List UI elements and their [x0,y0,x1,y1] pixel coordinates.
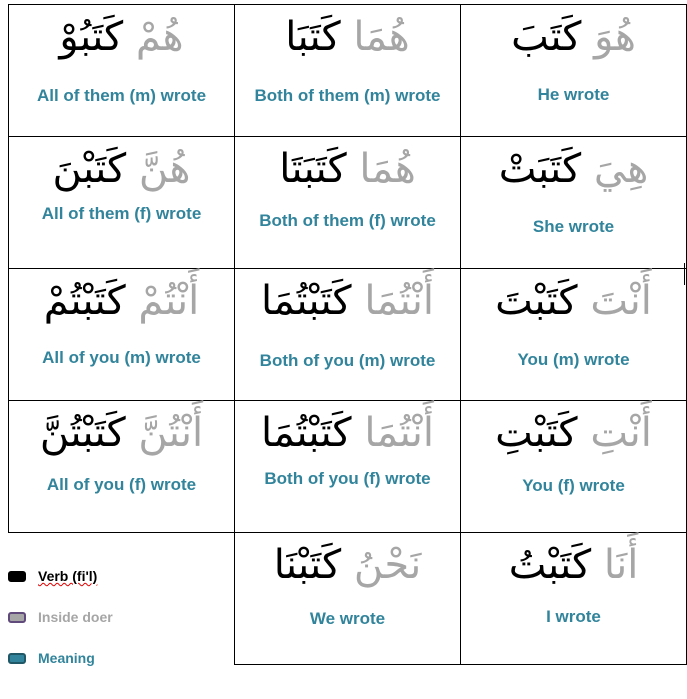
pronoun: أَنَا [603,542,639,588]
meaning-text: All of you (f) wrote [46,475,197,494]
pronoun: أَنْتِ [590,410,652,456]
pronoun: نَحْنُ [353,542,422,588]
verb: كَتَبْنَا [273,542,342,588]
pronoun: أَنْتُمَا [364,278,434,324]
verb-color-swatch [8,571,26,582]
pronoun: هِيَ [593,146,649,192]
pronoun: أَنْتُنَّ [138,410,204,456]
arabic-phrase [9,275,234,327]
doer-color-swatch [8,612,26,623]
verb: كَتَبْتُمْ [43,278,126,324]
meaning-text: We wrote [309,609,386,628]
meaning-text: She wrote [532,217,615,236]
verb: كَتَبَتْ [498,146,582,192]
verb: كَتَبْتُنَّ [39,410,126,456]
arabic-phrase [461,275,686,327]
cell-i [461,533,687,665]
cell-all-of-them-f [9,137,235,269]
verb: كَتَبَا [285,14,341,60]
meaning-text: You (f) wrote [522,476,625,495]
cell-all-of-them-m [9,5,235,137]
arabic-phrase [235,11,460,63]
legend-item-doer [8,607,228,627]
pronoun: هُمَا [353,14,410,60]
legend-item-meaning [8,648,228,668]
pronoun: هُمْ [135,14,184,60]
meaning-text: You (m) wrote [517,350,630,369]
cell-you-m [461,269,687,401]
verb: كَتَبَ [511,14,582,60]
arabic-phrase [461,11,686,63]
arabic-phrase [9,407,234,459]
meaning-text: All of them (m) wrote [36,86,207,105]
meaning-text: Both of you (m) wrote [259,351,436,370]
cell-all-of-you-f [9,401,235,533]
meaning-text: All of them (f) wrote [41,204,202,223]
meaning-text: He wrote [537,85,610,104]
cell-both-of-them-f [235,137,461,269]
meaning-text: Both of you (f) wrote [264,469,431,488]
verb: كَتَبْتَ [495,278,578,324]
legend-label: Inside doer [38,609,113,625]
arabic-phrase [235,539,460,591]
verb: كَتَبْتُمَا [261,278,352,324]
pronoun: هُنَّ [138,146,191,192]
verb: كَتَبُوْ [59,14,124,60]
arabic-phrase [461,143,686,195]
meaning-text: Both of them (m) wrote [254,86,441,105]
cell-all-of-you-m [9,269,235,401]
verb: كَتَبْتُ [508,542,592,588]
pronoun: هُوَ [594,14,636,60]
legend [8,566,228,689]
table-row [9,137,687,269]
arabic-phrase [235,143,460,195]
verb: كَتَبْتُمَا [261,410,352,456]
arabic-phrase [235,407,460,459]
meaning-text: I wrote [546,607,601,626]
pronoun: أَنْتَ [590,278,652,324]
arabic-phrase [9,11,234,63]
legend-label: Verb (fi'l) [38,568,98,584]
cell-both-of-you-m [235,269,461,401]
cell-we [235,533,461,665]
verb: كَتَبْنَ [52,146,127,192]
meaning-text: Both of them (f) wrote [259,211,436,230]
pronoun: هُمَا [359,146,416,192]
meaning-color-swatch [8,653,26,664]
table-row [9,269,687,401]
arabic-phrase [235,275,460,327]
cell-both-of-you-f [235,401,461,533]
cell-she [461,137,687,269]
table-row [9,401,687,533]
cell-he [461,5,687,137]
verb: كَتَبْتِ [495,410,578,456]
legend-item-verb [8,566,228,586]
divider-mark [684,263,685,285]
arabic-phrase [461,539,686,591]
legend-label: Meaning [38,650,95,666]
verb: كَتَبَتَا [279,146,347,192]
arabic-phrase [9,143,234,195]
meaning-text: All of you (m) wrote [42,348,201,367]
cell-both-of-them-m [235,5,461,137]
arabic-phrase [461,407,686,459]
pronoun: أَنْتُمَا [364,410,434,456]
cell-you-f [461,401,687,533]
table-row [9,5,687,137]
pronoun: أَنْتُمْ [138,278,200,324]
